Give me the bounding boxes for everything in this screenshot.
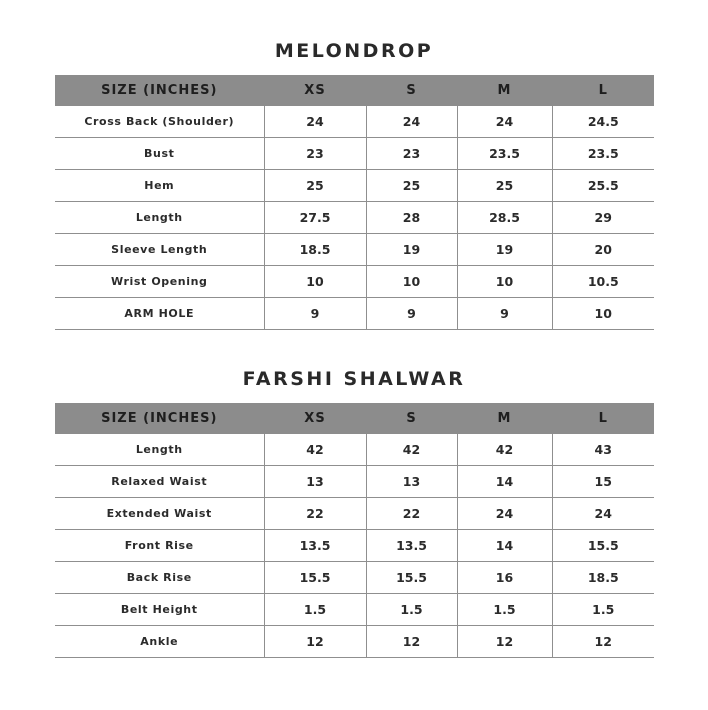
farshi-shalwar-title: FARSHI SHALWAR (242, 368, 466, 390)
measurement-value-l: 24.5 (552, 106, 654, 138)
measurement-value-xs: 42 (264, 434, 366, 466)
measurement-value-s: 1.5 (366, 594, 457, 626)
measurement-value-m: 24 (457, 106, 552, 138)
measurement-value-l: 1.5 (552, 594, 654, 626)
measurement-label: Extended Waist (55, 498, 264, 530)
measurement-value-xs: 13.5 (264, 530, 366, 562)
table-row (55, 138, 654, 170)
measurement-value-s: 13 (366, 466, 457, 498)
table-row (55, 562, 654, 594)
header-l: L (552, 75, 654, 106)
melondrop-title: MELONDROP (274, 40, 434, 62)
measurement-value-xs: 27.5 (264, 202, 366, 234)
measurement-value-l: 15.5 (552, 530, 654, 562)
table-row (55, 626, 654, 658)
measurement-value-s: 9 (366, 298, 457, 330)
measurement-label: Length (55, 202, 264, 234)
measurement-value-m: 42 (457, 434, 552, 466)
measurement-label: Ankle (55, 626, 264, 658)
table-row (55, 298, 654, 330)
header-size-label: SIZE (INCHES) (55, 75, 264, 106)
header-xs: XS (264, 403, 366, 434)
measurement-label: Bust (55, 138, 264, 170)
measurement-value-m: 12 (457, 626, 552, 658)
table-row (55, 234, 654, 266)
measurement-label: Hem (55, 170, 264, 202)
header-size-label: SIZE (INCHES) (55, 403, 264, 434)
measurement-value-m: 10 (457, 266, 552, 298)
header-m: M (457, 403, 552, 434)
measurement-value-m: 14 (457, 466, 552, 498)
measurement-value-xs: 13 (264, 466, 366, 498)
table-row (55, 594, 654, 626)
measurement-value-l: 23.5 (552, 138, 654, 170)
measurement-value-xs: 10 (264, 266, 366, 298)
measurement-value-l: 43 (552, 434, 654, 466)
measurement-value-l: 15 (552, 466, 654, 498)
measurement-value-xs: 24 (264, 106, 366, 138)
table-row (55, 530, 654, 562)
measurement-label: Length (55, 434, 264, 466)
melondrop-size-table (55, 75, 654, 330)
measurement-value-xs: 15.5 (264, 562, 366, 594)
measurement-value-l: 25.5 (552, 170, 654, 202)
table-row (55, 498, 654, 530)
table-header-row (55, 75, 654, 106)
measurement-value-s: 15.5 (366, 562, 457, 594)
measurement-value-s: 28 (366, 202, 457, 234)
header-l: L (552, 403, 654, 434)
measurement-value-s: 25 (366, 170, 457, 202)
measurement-value-s: 19 (366, 234, 457, 266)
measurement-value-l: 24 (552, 498, 654, 530)
measurement-value-m: 1.5 (457, 594, 552, 626)
measurement-label: Sleeve Length (55, 234, 264, 266)
header-m: M (457, 75, 552, 106)
table-row (55, 106, 654, 138)
measurement-value-m: 9 (457, 298, 552, 330)
measurement-value-s: 10 (366, 266, 457, 298)
measurement-label: Relaxed Waist (55, 466, 264, 498)
measurement-label: Wrist Opening (55, 266, 264, 298)
measurement-value-xs: 9 (264, 298, 366, 330)
table-header-row (55, 403, 654, 434)
measurement-value-l: 10.5 (552, 266, 654, 298)
measurement-value-s: 24 (366, 106, 457, 138)
measurement-value-xs: 25 (264, 170, 366, 202)
farshi-shalwar-size-table (55, 403, 654, 658)
measurement-value-m: 14 (457, 530, 552, 562)
table-row (55, 266, 654, 298)
header-s: S (366, 403, 457, 434)
table-row (55, 466, 654, 498)
header-xs: XS (264, 75, 366, 106)
measurement-value-m: 16 (457, 562, 552, 594)
measurement-label: Cross Back (Shoulder) (55, 106, 264, 138)
measurement-value-s: 22 (366, 498, 457, 530)
measurement-value-m: 25 (457, 170, 552, 202)
measurement-value-m: 19 (457, 234, 552, 266)
measurement-value-m: 28.5 (457, 202, 552, 234)
table-row (55, 434, 654, 466)
measurement-label: Back Rise (55, 562, 264, 594)
table-row (55, 170, 654, 202)
table-row (55, 202, 654, 234)
measurement-value-s: 23 (366, 138, 457, 170)
measurement-value-xs: 22 (264, 498, 366, 530)
header-s: S (366, 75, 457, 106)
measurement-value-s: 12 (366, 626, 457, 658)
measurement-label: ARM HOLE (55, 298, 264, 330)
measurement-value-s: 42 (366, 434, 457, 466)
measurement-value-l: 18.5 (552, 562, 654, 594)
measurement-value-m: 24 (457, 498, 552, 530)
measurement-value-l: 20 (552, 234, 654, 266)
measurement-value-xs: 1.5 (264, 594, 366, 626)
measurement-value-l: 29 (552, 202, 654, 234)
measurement-value-s: 13.5 (366, 530, 457, 562)
measurement-value-l: 12 (552, 626, 654, 658)
measurement-value-m: 23.5 (457, 138, 552, 170)
measurement-label: Front Rise (55, 530, 264, 562)
measurement-value-xs: 12 (264, 626, 366, 658)
measurement-value-l: 10 (552, 298, 654, 330)
measurement-value-xs: 23 (264, 138, 366, 170)
measurement-value-xs: 18.5 (264, 234, 366, 266)
measurement-label: Belt Height (55, 594, 264, 626)
